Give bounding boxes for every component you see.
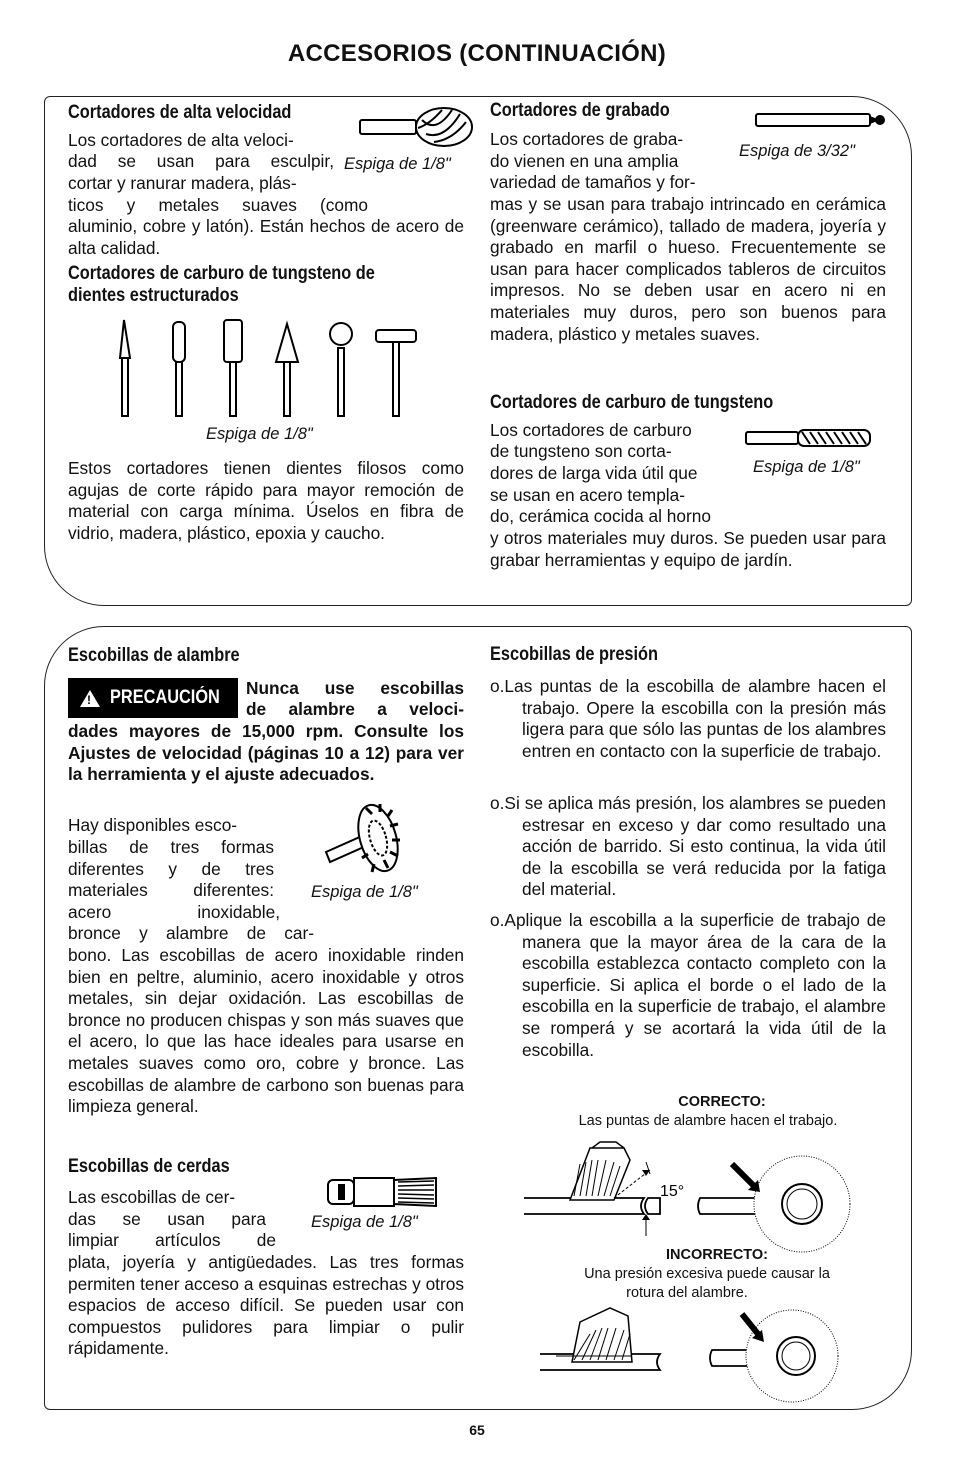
brush-pressure-heading: Escobillas de presión — [490, 644, 658, 665]
high-speed-text: aluminio, cobre y latón). Están hechos de acero de alta calidad. — [68, 216, 464, 258]
correct-brush-diagram — [520, 1140, 860, 1240]
tungsten-text-line: de tungsteno son corta- — [490, 441, 672, 461]
warning-text-line: Nunca use escobillas — [246, 678, 464, 698]
wire-text-line: bronce y alambre de car- — [68, 923, 314, 943]
high-speed-text-line: ticos y metales suaves (como — [68, 195, 368, 215]
warning-icon — [80, 690, 100, 707]
pressure-list-item: o.Si se aplica más presión, los alambres se pueden estresar en exceso y dar como resultado una acción de barrido. Si esto continua, la vida útil de la escobilla se verá reducida por la fatiga del material. — [490, 793, 886, 900]
engraving-text: mas y se usan para trabajo intrincado en cerámica (greenware cerámico), tallado de madera, joyería y grabado en marfil o hueso. Frecuentemente se usan para hacer complicados tableros de circuitos impresos. No se deben usar en acero ni en materiales muy duros, pero son buenos para madera, plástico y metales suaves. — [490, 194, 886, 344]
structured-carbide-text: Estos cortadores tienen dientes filosos como agujas de corte rápido para mayor remoción de material con carga mínima. Úselos en fibra de vidrio, madera, plástico, epoxia y caucho. — [68, 458, 464, 543]
tungsten-text-line: Los cortadores de carburo — [490, 420, 692, 440]
high-speed-text-line: cortar y ranurar madera, plás- — [68, 173, 297, 193]
page-number: 65 — [469, 1422, 485, 1438]
bristle-text-line: limpiar artículos de — [68, 1230, 276, 1250]
incorrect-caption-line: rotura del alambre. — [626, 1285, 748, 1301]
angle-label: 15° — [660, 1183, 685, 1200]
structured-carbide-heading: Cortadores de carburo de tungsteno de dientes estructurados — [68, 263, 375, 306]
wire-text-line: acero inoxidable, — [68, 902, 280, 922]
wire-text-line: materiales diferentes: — [68, 880, 274, 900]
wire-text-line: diferentes y de tres — [68, 859, 274, 879]
tungsten-carbide-cutter-image — [742, 426, 882, 450]
pressure-list-item: o.Aplique la escobilla a la superficie de trabajo de manera que la mayor área de la cara de la escobilla establezca contacto completo con la superficie. Si aplica el borde o el lado de la escobilla en la superficie de trabajo, el alambre se romperá y se acortará la vida útil de la escobilla. — [490, 910, 886, 1060]
engraving-cutters-heading: Cortadores de grabado — [490, 100, 670, 121]
incorrect-title: INCORRECTO: — [665, 1247, 769, 1263]
high-speed-text-line: dad se usan para esculpir, — [68, 151, 334, 171]
structured-carbide-caption: Espiga de 1/8" — [206, 425, 313, 443]
wire-text-line: Hay disponibles esco- — [68, 815, 238, 835]
wire-text-line: billas de tres formas — [68, 837, 274, 857]
wire-text: bono. Las escobillas de acero inoxidable rinden bien en peltre, aluminio, acero inoxidable y otros metales, sin dejar oxidación. Las escobillas de bronce no producen chispas y son más suaves que el acero, lo que las hace ideales para usarse en metales suaves como oro, cobre y bronce. Las escobillas de alambre de carbono son buenas para limpieza general. — [68, 945, 464, 1117]
high-speed-caption: Espiga de 1/8" — [344, 155, 451, 173]
caution-badge: ! PRECAUCIÓN — [68, 678, 238, 718]
incorrect-brush-diagram — [536, 1304, 856, 1400]
high-speed-cutter-image — [356, 104, 476, 154]
bristle-brushes-heading: Escobillas de cerdas — [68, 1156, 230, 1177]
bristle-text: plata, joyería y antigüedades. Las tres formas permiten tener acceso a esquinas estrechas y otros espacios de acceso difícil. Se pueden usar con compuestos pulidores para limpiar o pulir rápidamente. — [68, 1252, 464, 1359]
bristle-text-line: das se usan para — [68, 1209, 266, 1229]
engraving-caption: Espiga de 3/32" — [739, 142, 855, 160]
tungsten-text: y otros materiales muy duros. Se pueden usar para grabar herramientas y equipo de jardín. — [490, 528, 886, 570]
wire-brush-image — [322, 800, 422, 876]
tungsten-text-line: se usan en acero templa- — [490, 485, 686, 505]
engraving-text-line: Los cortadores de graba- — [490, 129, 684, 149]
pressure-list-item: o.Las puntas de la escobilla de alambre hacen el trabajo. Opere la escobilla con la presión más ligera para que sólo las puntas de los alambres entren en contacto con la superficie de trabajo. — [490, 676, 886, 761]
correct-title: CORRECTO: — [678, 1094, 766, 1110]
correct-caption: Las puntas de alambre hacen el trabajo. — [578, 1113, 838, 1129]
engraving-text-line: do vienen en una amplia — [490, 151, 679, 171]
warning-text-line: de alambre a veloci- — [246, 699, 464, 719]
wire-brush-caption: Espiga de 1/8" — [311, 883, 418, 901]
tungsten-text-line: dores de larga vida útil que — [490, 463, 698, 483]
high-speed-text-line: Los cortadores de alta veloci- — [68, 130, 294, 150]
bristle-text-line: Las escobillas de cer- — [68, 1187, 236, 1207]
engraving-text-line: variedad de tamaños y for- — [490, 172, 696, 192]
tungsten-carbide-heading: Cortadores de carburo de tungsteno — [490, 392, 774, 413]
structured-carbide-cutters-image — [110, 318, 420, 420]
bristle-brush-image — [324, 1174, 444, 1212]
tungsten-text-line: do, cerámica cocida al horno — [490, 506, 711, 526]
tungsten-carbide-caption: Espiga de 1/8" — [753, 458, 860, 476]
bristle-brush-caption: Espiga de 1/8" — [311, 1213, 418, 1231]
engraving-cutter-image — [752, 108, 888, 132]
wire-brushes-heading: Escobillas de alambre — [68, 645, 240, 666]
incorrect-caption-line: Una presión excesiva puede causar la — [584, 1266, 830, 1282]
high-speed-cutters-heading: Cortadores de alta velocidad — [68, 102, 292, 123]
warning-text: dades mayores de 15,000 rpm. Consulte los Ajustes de velocidad (páginas 10 a 12) para ver la herramienta y el ajuste adecuados. — [68, 721, 464, 785]
page-title: ACCESORIOS (CONTINUACIÓN) — [287, 40, 667, 67]
